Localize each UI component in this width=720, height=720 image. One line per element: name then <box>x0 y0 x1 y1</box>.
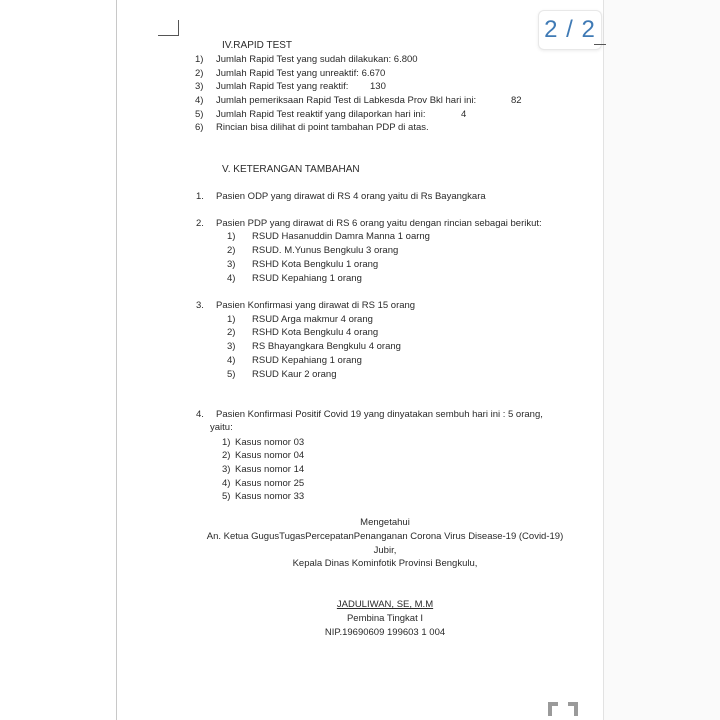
page-indicator: 2 / 2 <box>538 10 602 50</box>
crop-mark <box>158 20 179 36</box>
paragraph-number: 1. <box>196 191 204 202</box>
sub-item-number: 2) <box>227 327 236 338</box>
sub-item-number: 1) <box>227 314 236 325</box>
scan-corner-icon <box>568 702 578 716</box>
sub-item-number: 2) <box>227 245 236 256</box>
list-item-text: Jumlah Rapid Test reaktif yang dilaporkan hari ini: <box>216 109 426 120</box>
paragraph-text: Pasien Konfirmasi Positif Covid 19 yang dinyatakan sembuh hari ini : 5 orang, <box>216 409 543 420</box>
sub-item-text: RSHD Kota Bengkulu 4 orang <box>252 327 379 338</box>
sub-item-text: RSUD. M.Yunus Bengkulu 3 orang <box>252 245 399 256</box>
sub-item-text: RSHD Kota Bengkulu 1 orang <box>252 259 379 270</box>
sub-item-number: 3) <box>227 259 236 270</box>
list-item-text: Jumlah Rapid Test yang sudah dilakukan: 6.800 <box>216 54 418 65</box>
page-left-edge <box>116 0 117 720</box>
list-item-number: 2) <box>195 68 204 79</box>
sub-item-number: 4) <box>222 478 231 489</box>
paragraph-text-cont: yaitu: <box>210 422 233 433</box>
list-item-text: Rincian bisa dilihat di point tambahan PDP di atas. <box>216 122 429 133</box>
paragraph-number: 4. <box>196 409 204 420</box>
paragraph-number: 2. <box>196 218 204 229</box>
list-item-value: 82 <box>511 95 522 106</box>
signature-role: An. Ketua GugusTugasPercepatanPenanganan Corona Virus Disease-19 (Covid-19) <box>206 531 564 542</box>
signatory-name: JADULIWAN, SE, M.M <box>336 599 434 610</box>
sub-item-number: 4) <box>227 273 236 284</box>
sub-item-text: Kasus nomor 14 <box>235 464 305 475</box>
sub-item-number: 3) <box>222 464 231 475</box>
sub-item-number: 1) <box>222 437 231 448</box>
page-right-edge <box>603 0 604 720</box>
sub-item-number: 2) <box>222 450 231 461</box>
paragraph-text: Pasien Konfirmasi yang dirawat di RS 15 orang <box>216 300 416 311</box>
list-item-text: Jumlah Rapid Test yang reaktif: <box>216 81 349 92</box>
scan-corner-icon <box>548 702 558 716</box>
left-margin <box>0 0 118 720</box>
sub-item-number: 1) <box>227 231 236 242</box>
crop-mark-tick <box>594 44 606 45</box>
right-margin <box>604 0 720 720</box>
list-item-number: 3) <box>195 81 204 92</box>
list-item-number: 5) <box>195 109 204 120</box>
sub-item-number: 3) <box>227 341 236 352</box>
sub-item-text: Kasus nomor 33 <box>235 491 305 502</box>
signature-mengetahui: Mengetahui <box>360 517 410 528</box>
list-item-text: Jumlah pemeriksaan Rapid Test di Labkesda Prov Bkl hari ini: <box>216 95 477 106</box>
sub-item-text: Kasus nomor 04 <box>235 450 305 461</box>
paragraph-number: 3. <box>196 300 204 311</box>
sub-item-text: RSUD Hasanuddin Damra Manna 1 oarng <box>252 231 430 242</box>
section-heading-rapid-test: IV.RAPID TEST <box>222 40 293 51</box>
sub-item-number: 4) <box>227 355 236 366</box>
signature-jubir: Jubir, <box>373 545 397 556</box>
list-item-value: 130 <box>370 81 386 92</box>
list-item-number: 4) <box>195 95 204 106</box>
signature-office: Kepala Dinas Kominfotik Provinsi Bengkulu, <box>292 558 478 569</box>
sub-item-text: RSUD Kepahiang 1 orang <box>252 273 362 284</box>
signatory-nip: NIP.19690609 199603 1 004 <box>324 627 446 638</box>
list-item-number: 1) <box>195 54 204 65</box>
list-item-text: Jumlah Rapid Test yang unreaktif: 6.670 <box>216 68 386 79</box>
sub-item-text: Kasus nomor 25 <box>235 478 305 489</box>
sub-item-text: RSUD Kepahiang 1 orang <box>252 355 362 366</box>
paragraph-text: Pasien ODP yang dirawat di RS 4 orang yaitu di Rs Bayangkara <box>216 191 486 202</box>
signatory-rank: Pembina Tingkat I <box>346 613 424 624</box>
sub-item-text: RSUD Kaur 2 orang <box>252 369 337 380</box>
section-heading-keterangan: V. KETERANGAN TAMBAHAN <box>222 164 360 175</box>
sub-item-number: 5) <box>227 369 236 380</box>
paragraph-text: Pasien PDP yang dirawat di RS 6 orang yaitu dengan rincian sebagai berikut: <box>216 218 542 229</box>
sub-item-text: RSUD Arga makmur 4 orang <box>252 314 373 325</box>
sub-item-text: RS Bhayangkara Bengkulu 4 orang <box>252 341 401 352</box>
sub-item-text: Kasus nomor 03 <box>235 437 305 448</box>
list-item-number: 6) <box>195 122 204 133</box>
list-item-value: 4 <box>461 109 467 120</box>
sub-item-number: 5) <box>222 491 231 502</box>
